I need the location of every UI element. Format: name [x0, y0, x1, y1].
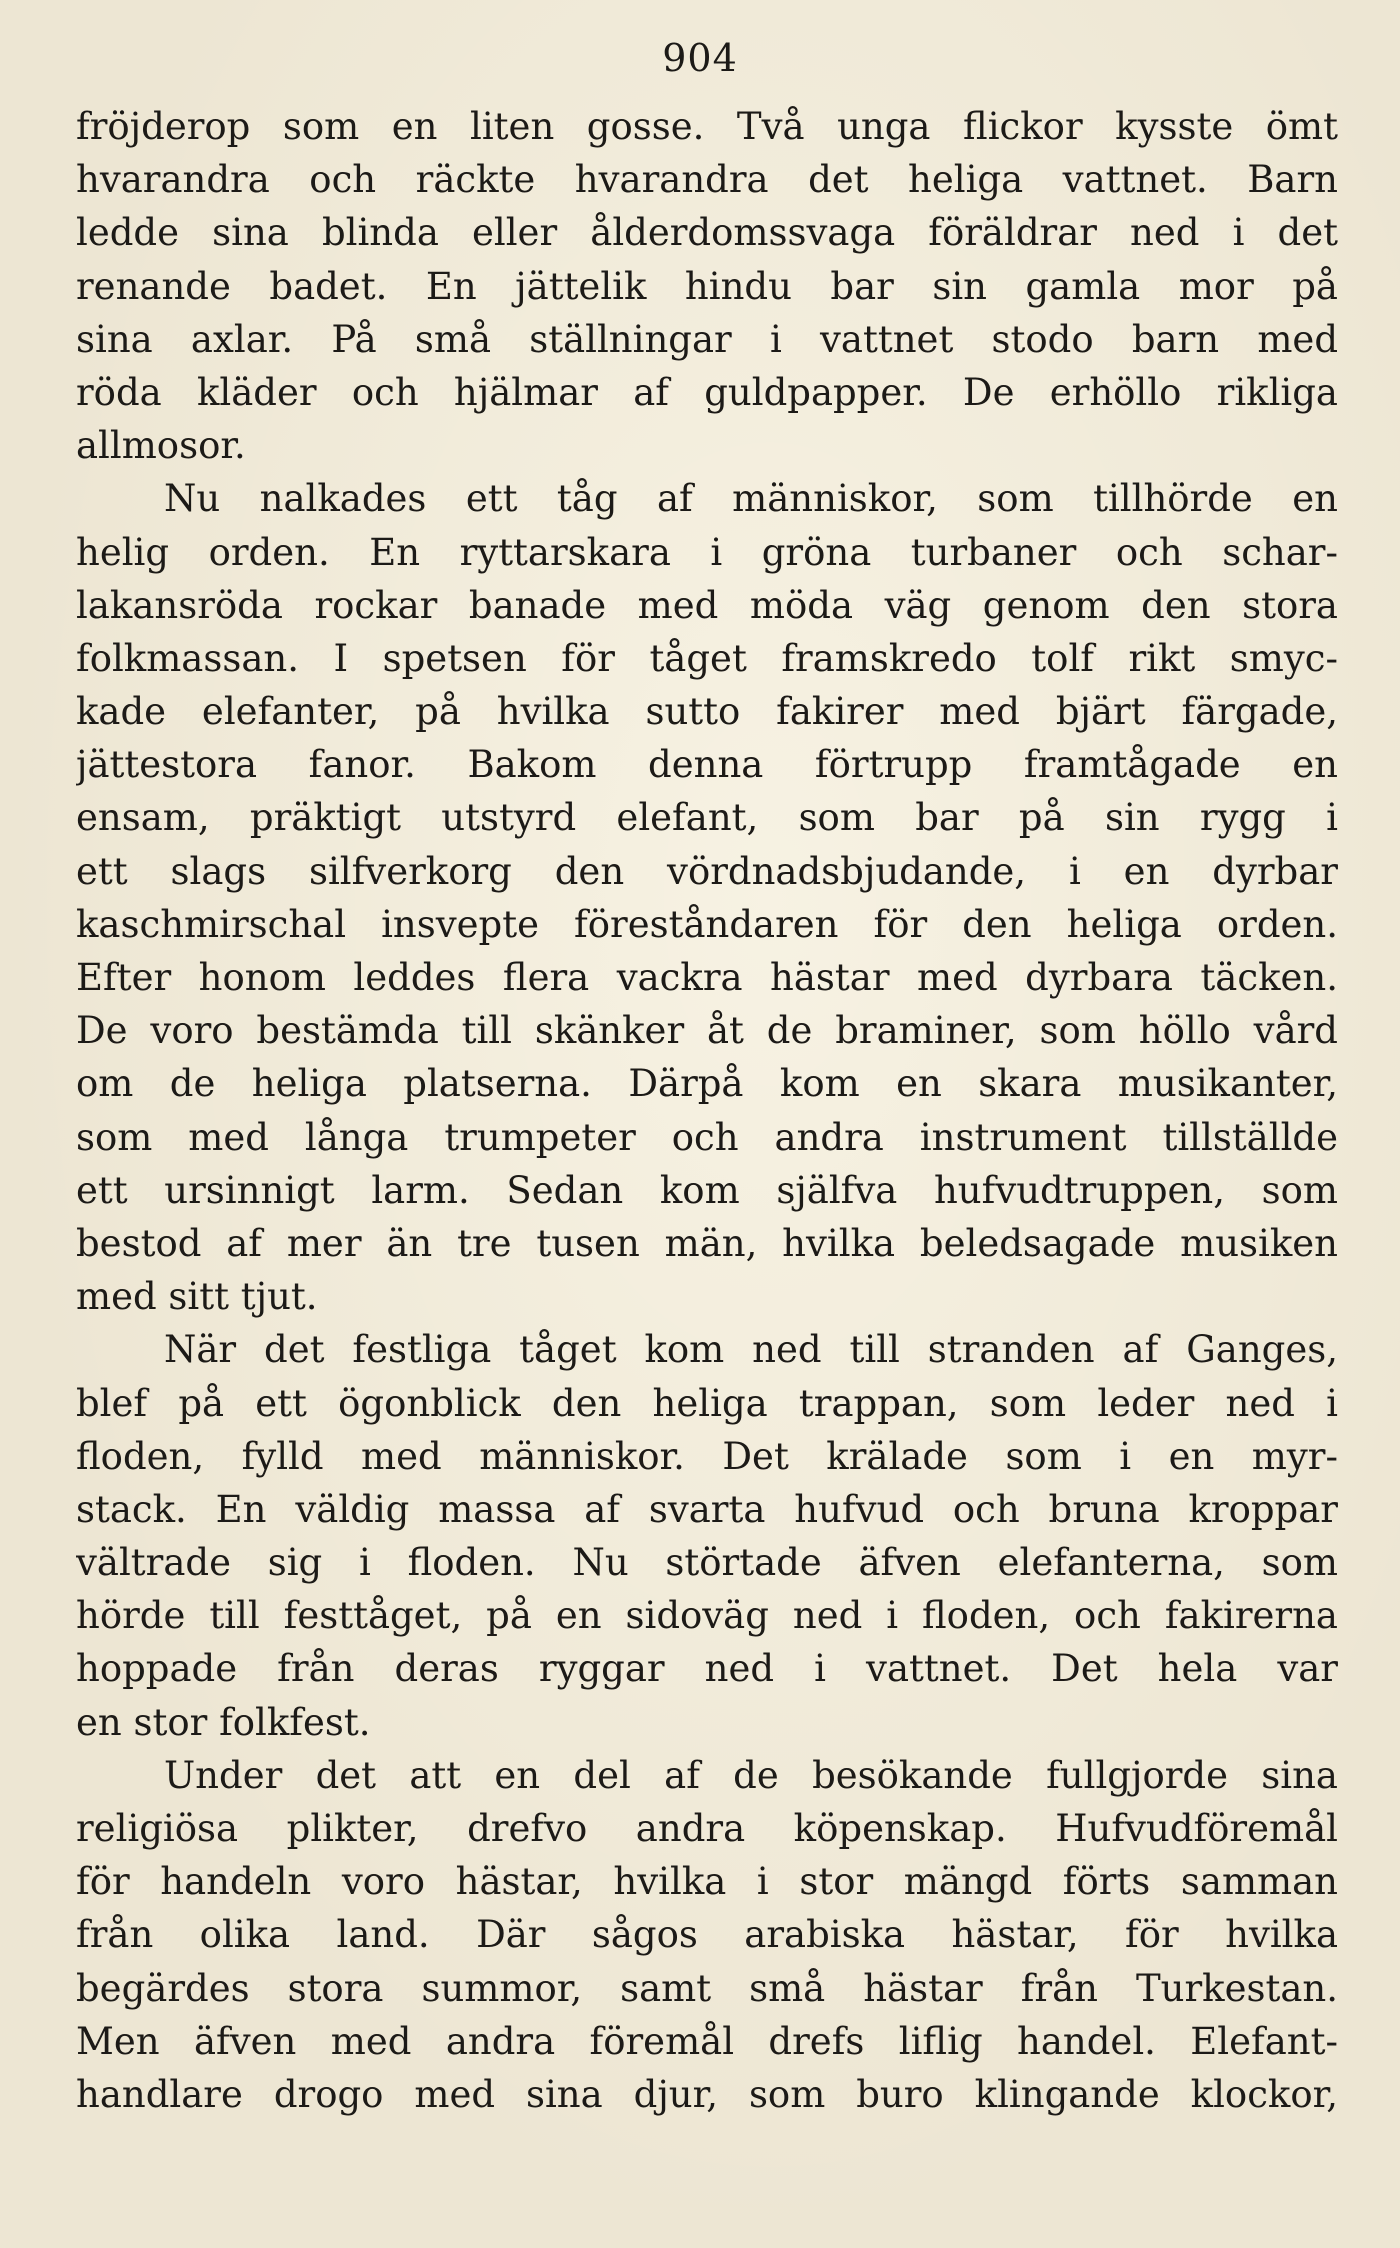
body-text: [76, 100, 1338, 2121]
text-line: begärdes stora summor, samt små hästar från Turkestan.: [76, 1966, 1338, 2010]
text-line: om de heliga platserna. Därpå kom en skara musikanter,: [76, 1062, 1338, 1106]
text-line: När det festliga tåget kom ned till stranden af Ganges,: [164, 1328, 1338, 1372]
text-line: sina axlar. På små ställningar i vattnet stodo barn med: [76, 317, 1338, 361]
text-line: blef på ett ögonblick den heliga trappan, som leder ned i: [76, 1381, 1338, 1425]
text-line: folkmassan. I spetsen för tåget framskredo tolf rikt smyc-: [76, 636, 1338, 680]
text-line: med sitt tjut.: [76, 1275, 318, 1319]
text-line: hoppade från deras ryggar ned i vattnet. Det hela var: [76, 1647, 1338, 1691]
text-line: helig orden. En ryttarskara i gröna turbaner och schar-: [76, 530, 1338, 574]
text-line: lakansröda rockar banade med möda väg genom den stora: [76, 583, 1338, 627]
text-line: ett slags silfverkorg den vördnadsbjudande, i en dyrbar: [76, 849, 1338, 893]
text-line: ett ursinnigt larm. Sedan kom själfva hufvudtruppen, som: [76, 1168, 1338, 1212]
text-line: Under det att en del af de besökande fullgjorde sina: [164, 1753, 1338, 1797]
text-line: fröjderop som en liten gosse. Två unga flickor kysste ömt: [76, 105, 1338, 148]
text-line: De voro bestämda till skänker åt de braminer, som höllo vård: [76, 1009, 1338, 1053]
text-line: som med långa trumpeter och andra instrument tillställde: [76, 1115, 1338, 1159]
text-line: ensam, präktigt utstyrd elefant, som bar på sin rygg i: [76, 796, 1338, 840]
text-line: från olika land. Där sågos arabiska hästar, för hvilka: [76, 1913, 1338, 1957]
text-line: hvarandra och räckte hvarandra det heliga vattnet. Barn: [76, 158, 1338, 202]
text-line: Efter honom leddes flera vackra hästar med dyrbara täcken.: [76, 956, 1338, 999]
page-number: 904: [662, 36, 738, 80]
text-line: jättestora fanor. Bakom denna förtrupp framtågade en: [76, 743, 1338, 787]
text-line: renande badet. En jättelik hindu bar sin gamla mor på: [76, 264, 1338, 308]
text-line: en stor folkfest.: [76, 1700, 371, 1744]
text-line: floden, fylld med människor. Det krälade som i en myr-: [76, 1434, 1338, 1478]
text-line: bestod af mer än tre tusen män, hvilka beledsagade musiken: [76, 1221, 1338, 1265]
text-line: för handeln voro hästar, hvilka i stor mängd förts samman: [76, 1860, 1338, 1904]
text-line: Men äfven med andra föremål drefs liflig handel. Elefant-: [76, 2019, 1338, 2063]
text-line: stack. En väldig massa af svarta hufvud och bruna kroppar: [76, 1487, 1338, 1531]
text-line: ledde sina blinda eller ålderdomssvaga föräldrar ned i det: [76, 211, 1338, 255]
text-line: hörde till festtåget, på en sidoväg ned i floden, och fakirerna: [76, 1594, 1338, 1638]
text-line: vältrade sig i floden. Nu störtade äfven elefanterna, som: [76, 1541, 1338, 1585]
text-line: handlare drogo med sina djur, som buro klingande klockor,: [76, 2072, 1338, 2116]
text-line: kaschmirschal insvepte föreståndaren för den heliga orden.: [76, 902, 1338, 946]
text-line: allmosor.: [76, 424, 246, 468]
text-line: Nu nalkades ett tåg af människor, som tillhörde en: [164, 477, 1338, 521]
text-line: kade elefanter, på hvilka sutto fakirer med bjärt färgade,: [76, 690, 1338, 734]
text-line: religiösa plikter, drefvo andra köpenskap. Hufvudföremål: [76, 1807, 1338, 1850]
text-line: röda kläder och hjälmar af guldpapper. De erhöllo rikliga: [76, 370, 1338, 414]
